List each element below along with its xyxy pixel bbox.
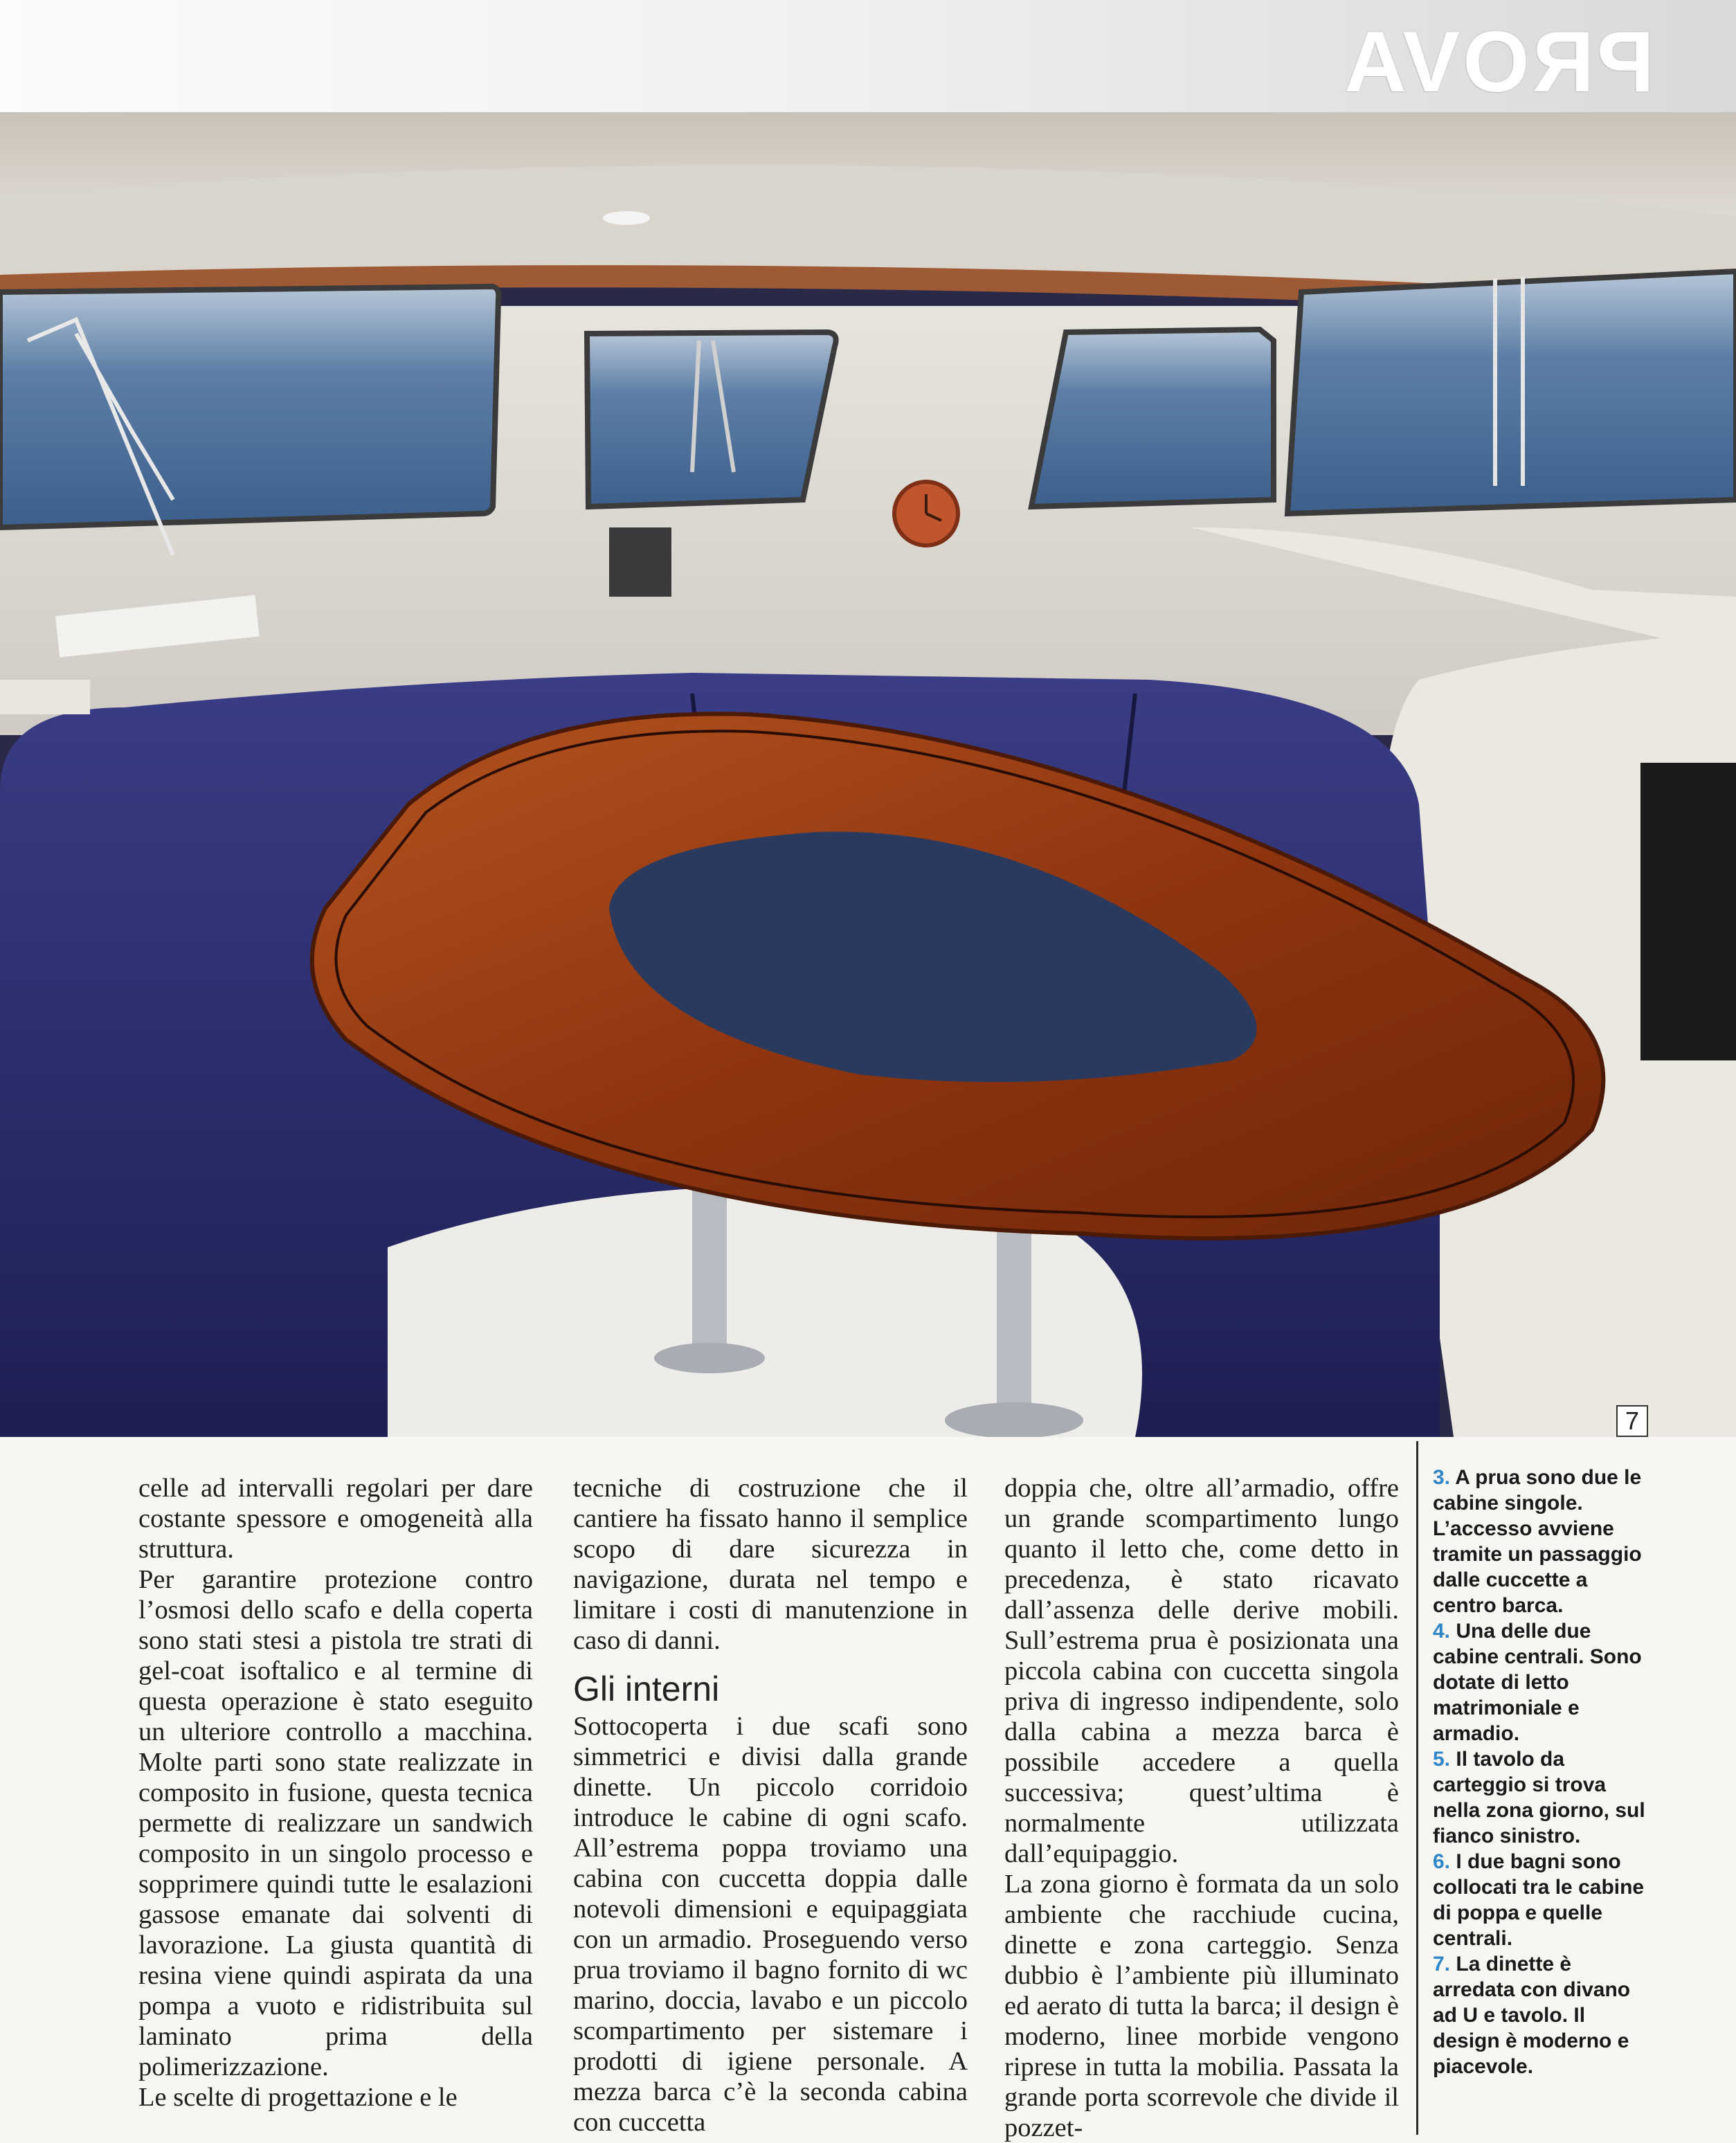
caption-number: 3. xyxy=(1433,1466,1451,1489)
caption-item xyxy=(1433,1618,1649,1746)
paragraph: doppia che, oltre all’armadio, offre un grande scompartimento lungo quanto il letto che, come detto in precedenza, è stato ricavato dall’assenza delle derive mobili. Sull’estrema prua è posizionata una piccola cabina con cuccetta singola priva di ingresso indipendente, solo dalla cabina a mezza barca è possibile accedere a quella successiva; quest’ultima è normalmente utilizzata dall’equipaggio. xyxy=(1004,1474,1399,1868)
interior-photo xyxy=(0,112,1736,1437)
caption-item xyxy=(1433,1465,1649,1618)
caption-number: 6. xyxy=(1433,1850,1451,1873)
paragraph: La zona giorno è formata da un solo ambiente che racchiude cucina, dinette e zona carteggio. Senza dubbio è l’ambiente più illuminato ed aerato di tutta la barca; il design è moderno, linee morbide vengono riprese in tutta la mobilia. Passata la grande porta scorrevole che divide il pozzet- xyxy=(1004,1870,1399,2142)
caption-text: Una delle due cabine centrali. Sono dotate di letto matrimoniale e armadio. xyxy=(1433,1620,1642,1745)
paragraph: celle ad intervalli regolari per dare costante spessore e omogeneità alla struttura. xyxy=(138,1474,533,1564)
caption-text: I due bagni sono collocati tra le cabine di poppa e quelle centrali. xyxy=(1433,1850,1645,1950)
text-column-3 xyxy=(1004,1473,1399,2143)
section-label: PROVA xyxy=(1341,15,1654,110)
boat-interior-photo xyxy=(0,112,1736,1437)
paragraph: Le scelte di progettazione e le xyxy=(138,2083,458,2112)
header-band xyxy=(0,0,1736,112)
paragraph: Per garantire protezione contro l’osmosi dello scafo e della coperta sono stati stesi a pistola tre strati di gel-coat isoftalico e al termine di questa operazione è stato eseguito un ulteriore controllo a macchina. Molte parti sono state realizzate in composito in fusione, questa tecnica permette di realizzare un sandwich composito in un singolo processo e sopprimere quindi tutte le esalazioni gassose emanate dai solventi di lavorazione. La giusta quantità di resina viene quindi aspirata da una pompa a vuoto e ridistribuita sul laminato prima della polimerizzazione. xyxy=(138,1565,533,2081)
caption-text: A prua sono due le cabine singole. L’accesso avviene tramite un passaggio dalle cuccette a centro barca. xyxy=(1433,1466,1642,1617)
section-heading: Gli interni xyxy=(573,1670,720,1708)
caption-text: La dinette è arredata con divano ad U e tavolo. Il design è moderno e piacevole. xyxy=(1433,1953,1631,2078)
caption-number: 4. xyxy=(1433,1620,1451,1643)
photo-number: 7 xyxy=(1616,1405,1648,1437)
caption-number: 7. xyxy=(1433,1953,1451,1975)
caption-item xyxy=(1433,1849,1649,1951)
text-column-1 xyxy=(138,1473,533,2113)
caption-number: 5. xyxy=(1433,1748,1451,1771)
caption-item xyxy=(1433,1746,1649,1849)
sidebar-divider xyxy=(1416,1441,1418,2135)
text-column-2 xyxy=(573,1473,968,2137)
caption-text: Il tavolo da carteggio si trova nella zona giorno, sul fianco sinistro. xyxy=(1433,1748,1645,1847)
photo-captions xyxy=(1433,1465,1649,2079)
paragraph: Sottocoperta i due scafi sono simmetrici e divisi dalla grande dinette. Un piccolo corridoio introduce le cabine di ogni scafo. All’estrema poppa troviamo una cabina con cuccetta doppia dalle notevoli dimensioni e equipaggiata con un armadio. Proseguendo verso prua troviamo il bagno fornito di wc marino, doccia, lavabo e un piccolo scompartimento per sistemare i prodotti di igiene personale. A mezza barca c’è la seconda cabina con cuccetta xyxy=(573,1712,968,2137)
paragraph: tecniche di costruzione che il cantiere ha fissato hanno il semplice scopo di dare sicurezza in navigazione, durata nel tempo e limitare i costi di manutenzione in caso di danni. xyxy=(573,1474,968,1655)
caption-item xyxy=(1433,1951,1649,2079)
